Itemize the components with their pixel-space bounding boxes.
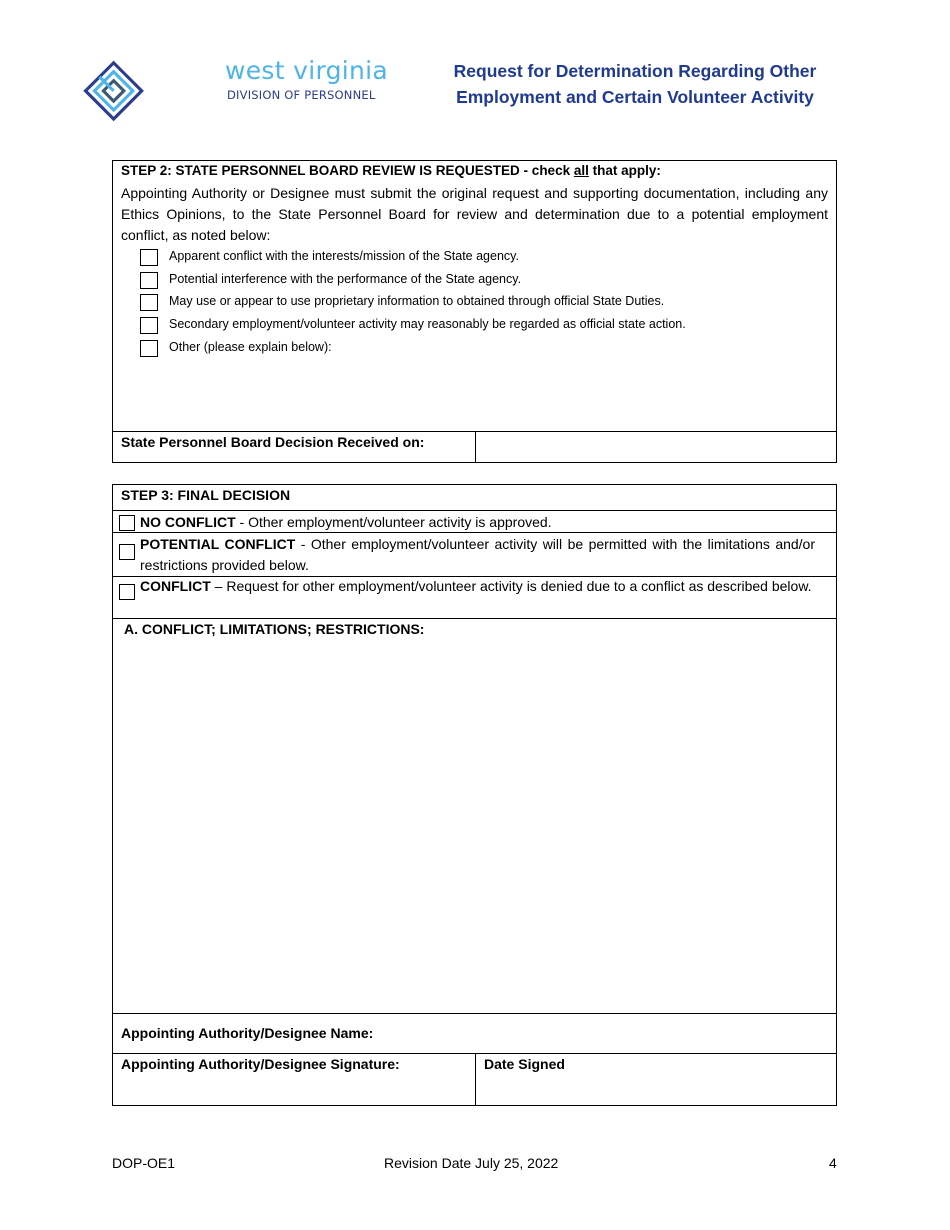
no-conflict-text: - Other employment/volunteer activity is approved.: [235, 514, 552, 530]
option-potential-conflict[interactable]: [119, 534, 815, 576]
conflict-text: – Request for other employment/volunteer activity is denied due to a conflict as described below.: [210, 578, 812, 594]
logo-subtitle: DIVISION OF PERSONNEL: [227, 88, 376, 102]
step2-section: [112, 160, 837, 463]
divider: [113, 510, 836, 511]
title-line-1: Request for Determination Regarding Other: [453, 61, 817, 81]
divider: [113, 532, 836, 533]
checkbox[interactable]: [119, 584, 135, 600]
step3-heading: STEP 3: FINAL DECISION: [121, 487, 291, 503]
section-a-heading: A. CONFLICT; LIMITATIONS; RESTRICTIONS:: [124, 621, 425, 637]
divider: [113, 1013, 836, 1014]
option-no-conflict[interactable]: [119, 512, 829, 533]
section-a-text-area[interactable]: [117, 643, 832, 1011]
decision-received-label: State Personnel Board Decision Received on:: [121, 434, 425, 450]
step3-section: [112, 484, 837, 1106]
designee-name-label: Appointing Authority/Designee Name:: [121, 1025, 374, 1041]
checkbox[interactable]: [140, 272, 158, 289]
date-signed-label: Date Signed: [484, 1056, 565, 1072]
step2-heading-all: all: [573, 163, 589, 178]
step2-instruction: Appointing Authority or Designee must submit the original request and supporting documentation, including any Ethics Opinions, to the State Personnel Board for review and determination due to a potential employment conflict, as noted below:: [121, 185, 828, 243]
checkbox[interactable]: [119, 544, 135, 560]
document-title: [425, 58, 845, 110]
option-conflict[interactable]: [119, 576, 815, 597]
checkbox-label: Other (please explain below):: [169, 340, 332, 354]
divider: [113, 618, 836, 619]
checkbox-label: Potential interference with the performance of the State agency.: [169, 272, 522, 286]
designee-signature-label: Appointing Authority/Designee Signature:: [121, 1056, 400, 1072]
checkbox[interactable]: [140, 340, 158, 357]
potential-conflict-label: POTENTIAL CONFLICT: [140, 536, 296, 552]
checkbox-label: Secondary employment/volunteer activity may reasonably be regarded as official state action.: [169, 317, 686, 331]
title-line-2: Employment and Certain Volunteer Activity: [456, 87, 814, 107]
checkbox-label: Apparent conflict with the interests/mission of the State agency.: [169, 249, 519, 263]
checkbox[interactable]: [140, 294, 158, 311]
checkbox[interactable]: [140, 317, 158, 334]
step2-heading: STEP 2: STATE PERSONNEL BOARD REVIEW IS REQUESTED - check all that apply:: [121, 163, 661, 178]
form-id: DOP-OE1: [112, 1155, 176, 1171]
no-conflict-label: NO CONFLICT: [140, 514, 236, 530]
divider: [475, 431, 476, 463]
page-number: 4: [829, 1155, 837, 1171]
checkbox[interactable]: [140, 249, 158, 266]
divider: [475, 1053, 476, 1105]
checkbox-label: May use or appear to use proprietary information to obtained through official State Duties.: [169, 294, 665, 308]
checkbox[interactable]: [119, 515, 135, 531]
conflict-label: CONFLICT: [140, 578, 211, 594]
decision-received-field[interactable]: [477, 432, 836, 462]
revision-date: Revision Date July 25, 2022: [384, 1155, 559, 1171]
logo-wordmark: west virginia: [225, 56, 389, 85]
potential-conflict-text: - Other employment/volunteer activity will be permitted with the limitations and/or restrictions provided below.: [140, 536, 816, 573]
wv-division-of-personnel-logo: [82, 38, 222, 142]
